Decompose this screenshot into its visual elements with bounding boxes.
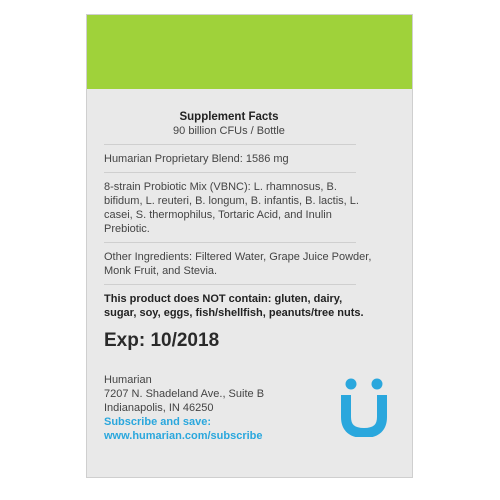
green-header-band [87,15,412,89]
other-ingredients: Other Ingredients: Filtered Water, Grape Juice Powder, Monk Fruit, and Stevia. [104,251,372,277]
divider [104,172,356,173]
divider [104,242,356,243]
supplement-facts-title: Supplement Facts [179,111,279,123]
humarian-logo-icon [339,377,389,437]
logo-right-dot [372,379,383,390]
logo-left-dot [346,379,357,390]
allergen-notice: This product does NOT contain: gluten, dairy, sugar, soy, eggs, fish/shellfish, peanuts/tree nuts. [104,293,364,319]
probiotic-mix: 8-strain Probiotic Mix (VBNC): L. rhamnosus, B. bifidum, L. reuteri, B. longum, B. infantis, B. lactis, L. casei, S. thermophilus, Tortaric Acid, and Inulin Prebiotic. [104,181,359,235]
divider [104,144,356,145]
company-name: Humarian [104,374,152,386]
proprietary-blend: Humarian Proprietary Blend: 1586 mg [104,153,289,165]
divider [104,284,356,285]
serving-info: 90 billion CFUs / Bottle [173,125,285,137]
street-address: 7207 N. Shadeland Ave., Suite B [104,388,265,400]
label-card [86,14,413,478]
label-content [104,110,404,352]
expiration-date: Exp: 10/2018 [104,330,220,351]
subscribe-label: Subscribe and save: [104,416,211,428]
city-address: Indianapolis, IN 46250 [104,402,214,414]
subscribe-link[interactable]: www.humarian.com/subscribe [104,430,263,442]
logo-u-shape [346,395,382,433]
